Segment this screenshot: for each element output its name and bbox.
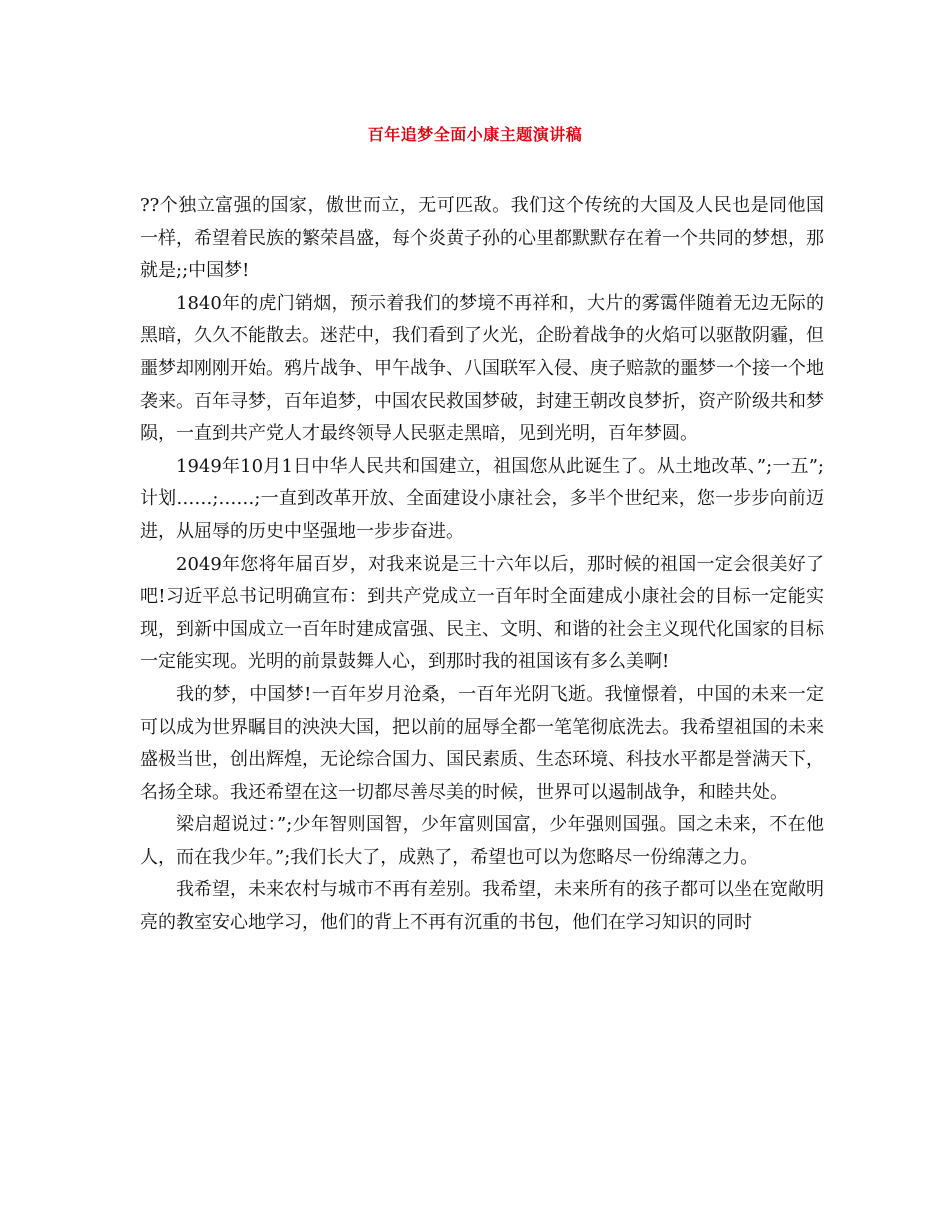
paragraph: 梁启超说过：”;少年智则国智，少年富则国富，少年强则国强。国之未来，不在他人，而在我少年。”;我们长大了，成熟了，希望也可以为您略尽一份绵薄之力。 (140, 814, 824, 868)
paragraph: 1840年的虎门销烟，预示着我们的梦境不再祥和，大片的雾霭伴随着无边无际的黑暗，久久不能散去。迷茫中，我们看到了火光，企盼着战争的火焰可以驱散阴霾，但噩梦却刚刚开始。鸦片战争、甲午战争、八国联军入侵、庚子赔款的噩梦一个接一个地袭来。百年寻梦，百年追梦，中国农民救国梦破，封建王朝改良梦折，资产阶级共和梦陨，一直到共产党人才最终领导人民驱走黑暗，见到光明，百年梦圆。 (140, 292, 824, 445)
paragraph: 2049年您将年届百岁，对我来说是三十六年以后，那时候的祖国一定会很美好了吧!习近平总书记明确宣布：到共产党成立一百年时全面建成小康社会的目标一定能实现，到新中国成立一百年时建成富强、民主、文明、和谐的社会主义现代化国家的目标一定能实现。光明的前景鼓舞人心，到那时我的祖国该有多么美啊! (140, 553, 824, 673)
document-title: 百年追梦全面小康主题演讲稿 (367, 125, 583, 144)
document-body (140, 190, 824, 940)
paragraph: 我的梦，中国梦!一百年岁月沧桑，一百年光阴飞逝。我憧憬着，中国的未来一定可以成为世界瞩目的泱泱大国，把以前的屈辱全都一笔笔彻底洗去。我希望祖国的未来盛极当世，创出辉煌，无论综合国力、国民素质、生态环境、科技水平都是誉满天下，名扬全球。我还希望在这一切都尽善尽美的时候，世界可以遏制战争，和睦共处。 (140, 683, 824, 803)
paragraph: ??个独立富强的国家，傲世而立，无可匹敌。我们这个传统的大国及人民也是同他国一样，希望着民族的繁荣昌盛，每个炎黄子孙的心里都默默存在着一个共同的梦想，那就是;;中国梦! (140, 195, 824, 282)
paragraph: 我希望，未来农村与城市不再有差别。我希望，未来所有的孩子都可以坐在宽敞明亮的教室安心地学习，他们的背上不再有沉重的书包，他们在学习知识的同时 (140, 879, 824, 934)
paragraph: 1949年10月1日中华人民共和国建立，祖国您从此诞生了。从土地改革、”;一五”;计划……;……;一直到改革开放、全面建设小康社会，多半个世纪来，您一步步向前迈进，从屈辱的历史中坚强地一步步奋进。 (140, 455, 824, 542)
